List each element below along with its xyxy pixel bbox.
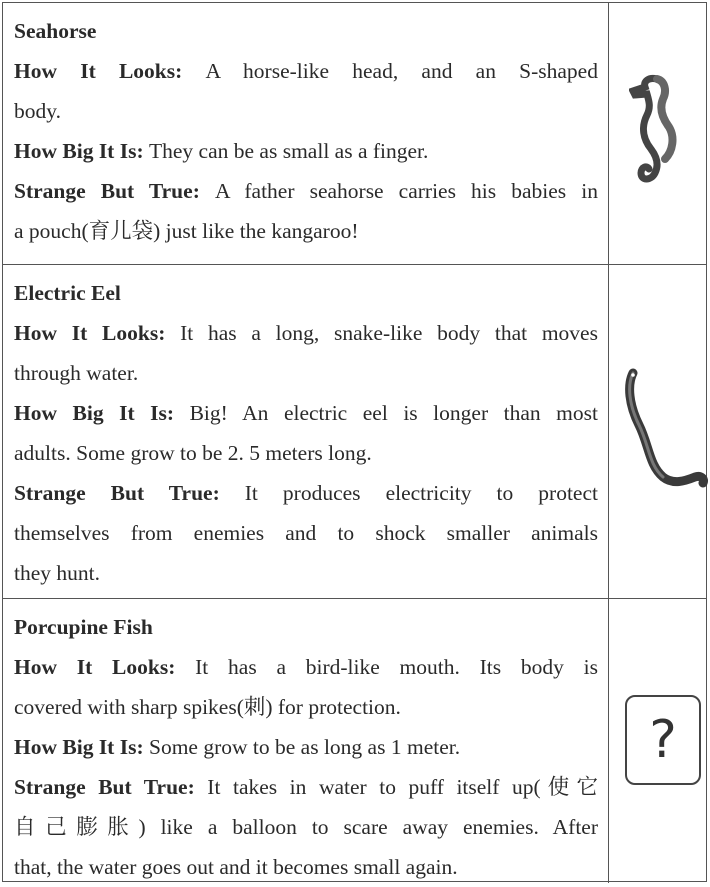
- strange-line-cont: themselves from enemies and to shock smaller animals: [14, 521, 598, 545]
- looks-line: How It Looks: It has a long, snake-like body that moves: [14, 321, 598, 345]
- size-line-cont: adults. Some grow to be 2. 5 meters long.: [14, 441, 372, 465]
- size-line: How Big It Is: They can be as small as a finger.: [14, 139, 429, 163]
- strange-line-cont: 自己膨胀) like a balloon to scare away enemies. After: [14, 815, 598, 839]
- size-line: How Big It Is: Some grow to be as long as 1 meter.: [14, 735, 461, 759]
- looks-line: How It Looks: It has a bird-like mouth. Its body is: [14, 655, 598, 679]
- looks-line-cont: covered with sharp spikes(刺) for protection.: [14, 695, 401, 719]
- table-row-seahorse: [3, 3, 706, 265]
- image-cell: [609, 599, 706, 883]
- image-cell: [609, 3, 706, 264]
- eel-image: [619, 365, 709, 495]
- strange-line: Strange But True: It takes in water to puff itself up(使它: [14, 775, 598, 799]
- seahorse-image: [629, 73, 689, 193]
- size-line: How Big It Is: Big! An electric eel is longer than most: [14, 401, 598, 425]
- question-mark-box: ?: [625, 695, 701, 785]
- text-cell: [3, 3, 609, 264]
- strange-line-cont: that, the water goes out and it becomes small again.: [14, 855, 458, 879]
- text-cell: [3, 265, 609, 598]
- strange-line-cont: they hunt.: [14, 561, 100, 585]
- text-cell: [3, 599, 609, 883]
- animal-table: [2, 2, 707, 882]
- looks-line-cont: body.: [14, 99, 61, 123]
- image-cell: [609, 265, 706, 598]
- strange-line: Strange But True: A father seahorse carries his babies in: [14, 179, 598, 203]
- looks-line-cont: through water.: [14, 361, 139, 385]
- animal-name: Porcupine Fish: [14, 615, 153, 639]
- animal-name: Electric Eel: [14, 281, 121, 305]
- table-row-porcupine-fish: [3, 599, 706, 883]
- strange-line: Strange But True: It produces electricity to protect: [14, 481, 598, 505]
- animal-name: Seahorse: [14, 19, 97, 43]
- table-row-electric-eel: [3, 265, 706, 599]
- looks-line: How It Looks: A horse-like head, and an S-shaped: [14, 59, 598, 83]
- strange-line-cont: a pouch(育儿袋) just like the kangaroo!: [14, 219, 359, 243]
